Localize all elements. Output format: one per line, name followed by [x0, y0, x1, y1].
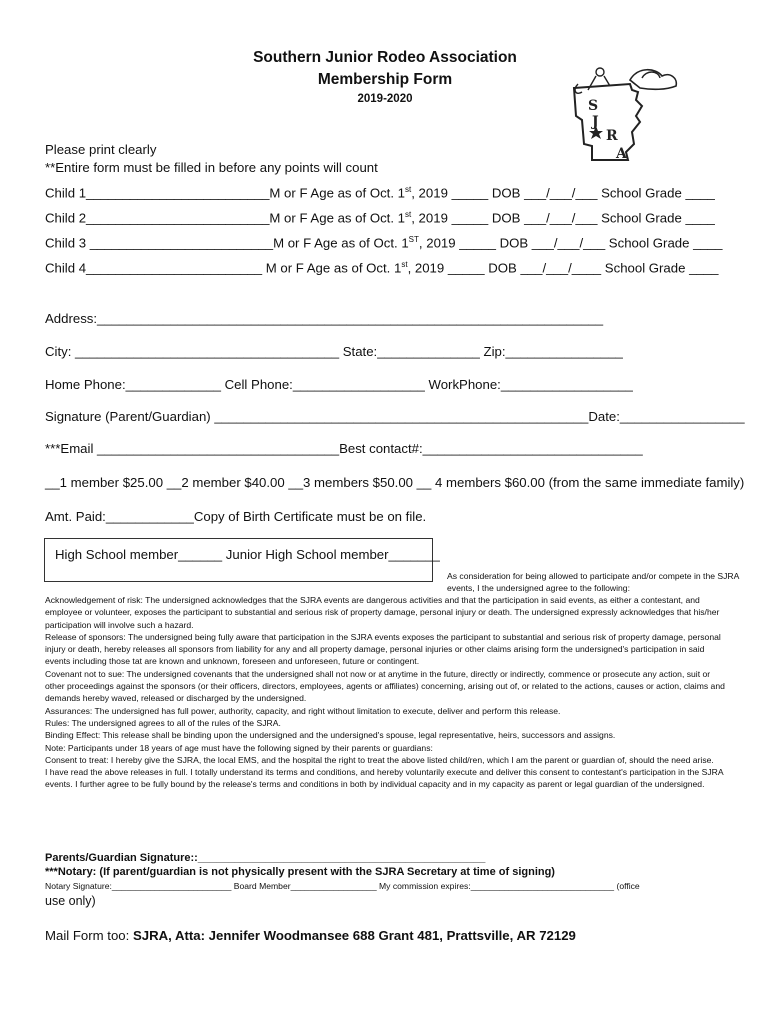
release-terms — [45, 594, 725, 791]
mail-address: SJRA, Atta: Jennifer Woodmansee 688 Grant 481, Prattsville, AR 72129 — [132, 928, 576, 943]
child-4-row[interactable]: Child 4________________________ M or F Age as of Oct. 1st, 2019 _____ DOB ___/___/____ School Grade ____ — [45, 260, 719, 276]
membership-fee-options[interactable]: __1 member $25.00 __2 member $40.00 __3 members $50.00 __ 4 members $60.00 (from the same immediate family) — [45, 475, 745, 490]
child-2-row[interactable]: Child 2_________________________M or F Age as of Oct. 1st, 2019 _____ DOB ___/___/___ School Grade ____ — [45, 210, 715, 226]
print-clearly-text: Please print clearly — [45, 142, 157, 157]
release-paragraph: Rules: The undersigned agrees to all of the rules of the SJRA. — [45, 717, 281, 728]
email-contact-field[interactable]: ***Email _________________________________Best contact#:______________________________ — [45, 441, 643, 456]
logo-letter-a: A — [616, 146, 627, 162]
release-paragraph: Binding Effect: This release shall be binding upon the undersigned and the undersigned's spouse, legal representative, heirs, successors and assigns. — [45, 730, 616, 741]
child-1-row[interactable]: Child 1_________________________M or F Age as of Oct. 1st, 2019 _____ DOB ___/___/___ School Grade ____ — [45, 185, 715, 201]
signature-date-field[interactable]: Signature (Parent/Guardian) ___________________________________________________Date:_________________ — [45, 409, 745, 424]
release-paragraph: I have read the above releases in full. I totally understand its terms and conditions, and hereby voluntarily execute and deliver this consent to contestant's participation in the SJRA events. I further agree to be fully bound by the release's terms and conditions in both by individual capacity and in my capacity as parent or legal guardian of the undersigned. — [45, 767, 724, 790]
release-paragraph: Note: Participants under 18 years of age must have the following signed by their parents or guardians: — [45, 742, 433, 753]
entire-form-note: **Entire form must be filled in before any points will count — [45, 160, 378, 175]
release-paragraph: Acknowledgement of risk: The undersigned acknowledges that the SJRA events are dangerous activities and that the participation in said events, as either a contestant, and employee or volunteer, exposes the participant to substantial and serious risk of property damage, personal injury or death. The undersigned expressly acknowledges that his/her participation will involve such a hazard. — [45, 595, 720, 630]
org-title: Southern Junior Rodeo Association — [253, 49, 517, 66]
consideration-text: As consideration for being allowed to participate and/or compete in the SJRA events, I the undersigned agree to the following: — [447, 571, 739, 594]
city-state-zip-field[interactable]: City: ____________________________________ State:______________ Zip:________________ — [45, 344, 623, 359]
office-use-text: use only) — [45, 894, 96, 908]
form-title: Membership Form — [317, 71, 453, 88]
phone-fields[interactable]: Home Phone:_____________ Cell Phone:__________________ WorkPhone:__________________ — [45, 377, 633, 392]
release-paragraph: Covenant not to sue: The undersigned covenants that the undersigned shall not now or at anytime in the future, directly or indirectly, commence or prosecute any action, suit or other proceedings against the sponsors (or their officers, directors, employees, agents or affiliates) concerning, arising out of, or related to the actions, causes or action, claims and demands hereby waved, released or discharged by the undersigned. — [45, 668, 725, 704]
sjra-arkansas-logo — [566, 60, 682, 168]
notary-note: ***Notary: (If parent/guardian is not physically present with the SJRA Secretary at time of signing) — [45, 866, 555, 878]
logo-letter-r: R — [606, 128, 618, 144]
release-paragraph: Assurances: The undersigned has full power, authority, capacity, and right without limitation to execute, deliver and perform this release. — [45, 705, 561, 716]
form-year: 2019-2020 — [357, 93, 413, 105]
logo-letter-j: J — [592, 114, 599, 130]
release-paragraph: Release of sponsors: The undersigned being fully aware that participation in the SJRA events exposes the participant to substantial and serious risk of property damage, personal injury or death, hereby releases all sponsors from liability for any and all property damage, personal injuries or other claims arising form the undersigned's participation in said events including those tat are known and unknown, foreseen and unforeseen, future or contingent. — [45, 631, 721, 667]
child-3-row[interactable]: Child 3 _________________________M or F Age as of Oct. 1ST, 2019 _____ DOB ___/___/___ School Grade ____ — [45, 235, 723, 251]
school-level-box[interactable] — [44, 538, 440, 582]
school-level-text: High School member______ Junior High School member_______ — [55, 547, 440, 562]
mail-to-line: Mail Form too: SJRA, Atta: Jennifer Woodmansee 688 Grant 481, Prattsville, AR 72129 — [45, 928, 576, 943]
release-paragraph: Consent to treat: I hereby give the SJRA, the local EMS, and the hospital the right to treat the above listed child/ren, which I am the parent or guardian of, should the need arise. — [45, 754, 714, 765]
parent-signature-field[interactable]: Parents/Guardian Signature::_______________________________________________ — [45, 852, 486, 864]
logo-letter-s: S — [588, 98, 599, 114]
amount-paid-field[interactable]: Amt. Paid:____________Copy of Birth Certificate must be on file. — [45, 509, 427, 524]
address-field[interactable]: Address:_____________________________________________________________________ — [45, 311, 604, 326]
notary-signature-line[interactable]: Notary Signature:_________________________ Board Member__________________ My commission expires:______________________________ (office — [45, 881, 640, 891]
